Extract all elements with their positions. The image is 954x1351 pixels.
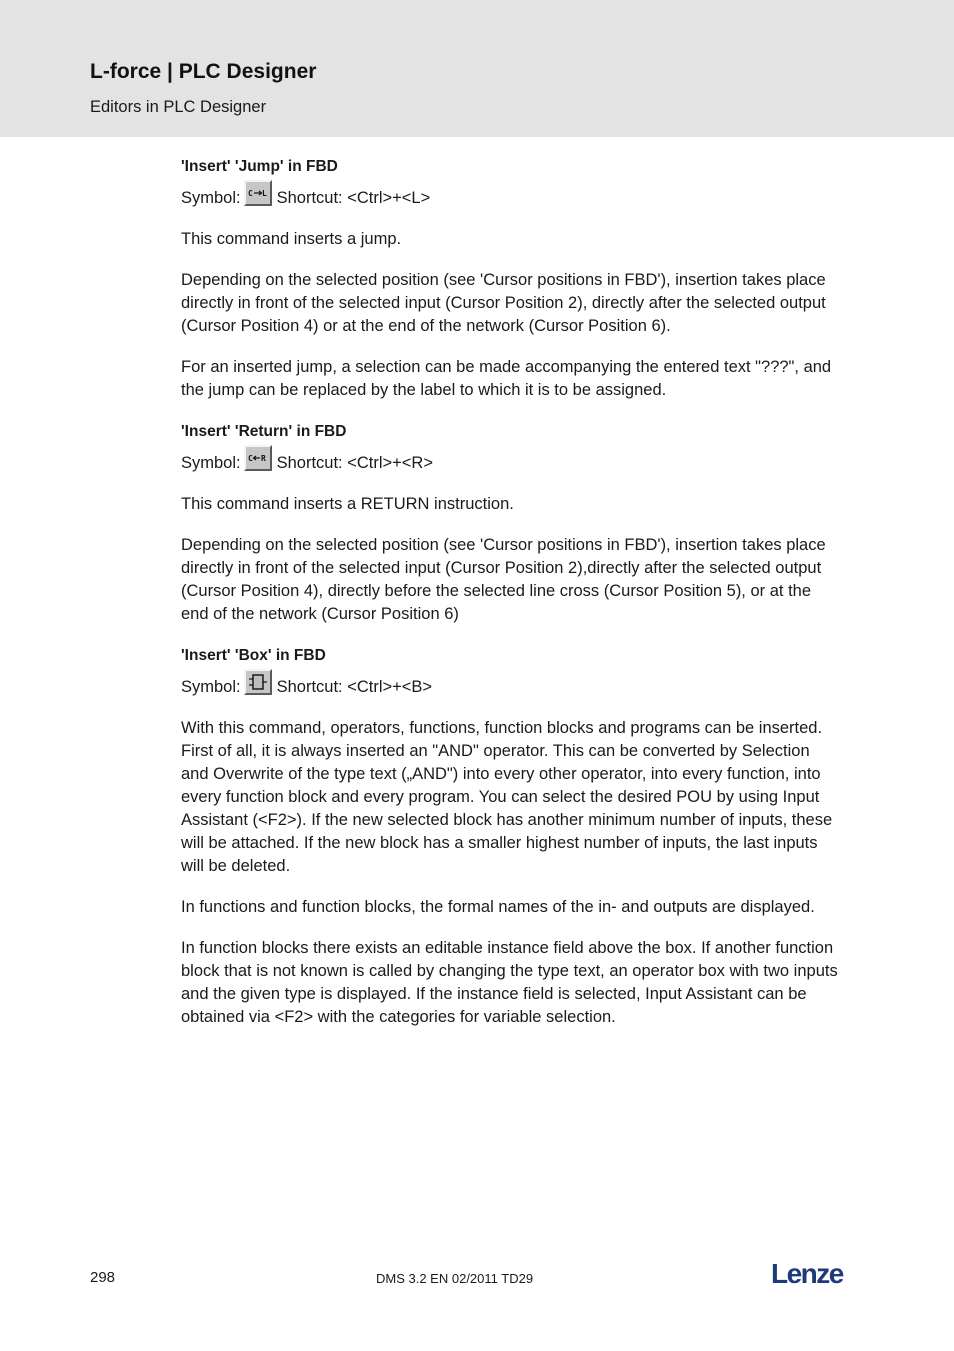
symbol-line-box xyxy=(181,667,841,699)
svg-text:L: L xyxy=(261,189,267,198)
paragraph: This command inserts a RETURN instruction. xyxy=(181,495,514,513)
symbol-line-jump xyxy=(181,178,841,210)
svg-text:R: R xyxy=(260,454,266,463)
paragraph: In functions and function blocks, the formal names of the in- and outputs are displayed. xyxy=(181,898,815,916)
return-c-to-r-icon xyxy=(244,445,272,471)
document-reference: DMS 3.2 EN 02/2011 TD29 xyxy=(376,1271,534,1286)
symbol-label: Symbol: xyxy=(181,454,241,472)
jump-c-to-l-icon xyxy=(244,180,272,206)
chapter-subtitle: Editors in PLC Designer xyxy=(90,98,267,116)
section-heading-return: 'Insert' 'Return' in FBD xyxy=(181,423,347,440)
page-header xyxy=(0,0,954,137)
paragraph: Depending on the selected position (see 'Cursor positions in FBD'), insertion takes place directly in front of the selected input (Cursor Position 2), directly after the selected output (Cursor Position 4) or at the end of the network (Cursor Position 6). xyxy=(181,271,826,335)
paragraph: Depending on the selected position (see 'Cursor positions in FBD'), insertion takes place directly in front of the selected input (Cursor Position 2),directly after the selected output (Cursor Position 4), directly before the selected line cross (Cursor Position 5), or at the end of the network (Cursor Position 6) xyxy=(181,536,826,623)
document-title: L-force | PLC Designer xyxy=(90,60,317,83)
symbol-label: Symbol: xyxy=(181,189,241,207)
page-content xyxy=(181,155,841,1029)
svg-text:C: C xyxy=(247,189,253,198)
svg-text:C: C xyxy=(247,454,253,463)
symbol-label: Symbol: xyxy=(181,678,241,696)
shortcut-text: Shortcut: <Ctrl>+<L> xyxy=(276,189,431,207)
shortcut-text: Shortcut: <Ctrl>+<B> xyxy=(276,678,433,696)
paragraph: In function blocks there exists an editable instance field above the box. If another function block that is not known is called by changing the type text, an operator box with two inputs and the given type is displayed. If the instance field is selected, Input Assistant can be obtained via <F2> with the categories for variable selection. xyxy=(181,939,838,1026)
section-heading-box: 'Insert' 'Box' in FBD xyxy=(181,647,326,664)
paragraph: This command inserts a jump. xyxy=(181,230,402,248)
shortcut-text: Shortcut: <Ctrl>+<R> xyxy=(276,454,433,472)
paragraph: With this command, operators, functions, function blocks and programs can be inserted. First of all, it is always inserted an "AND" operator. This can be converted by Selection and Overwrite of the type text („AND") into every other operator, into every function, into every function block and every program. You can select the desired POU by using Input Assistant (<F2>). If the new selected block has another minimum number of inputs, these will be attached. If the new block has a smaller highest number of inputs, the last inputs will be deleted. xyxy=(181,719,833,875)
section-heading-jump: 'Insert' 'Jump' in FBD xyxy=(181,158,338,175)
symbol-line-return xyxy=(181,443,841,475)
page-number: 298 xyxy=(90,1269,116,1286)
lenze-logo: Lenze xyxy=(771,1258,843,1289)
box-icon xyxy=(244,669,272,695)
paragraph: For an inserted jump, a selection can be made accompanying the entered text "???", and the jump can be replaced by the label to which it is to be assigned. xyxy=(181,358,832,399)
